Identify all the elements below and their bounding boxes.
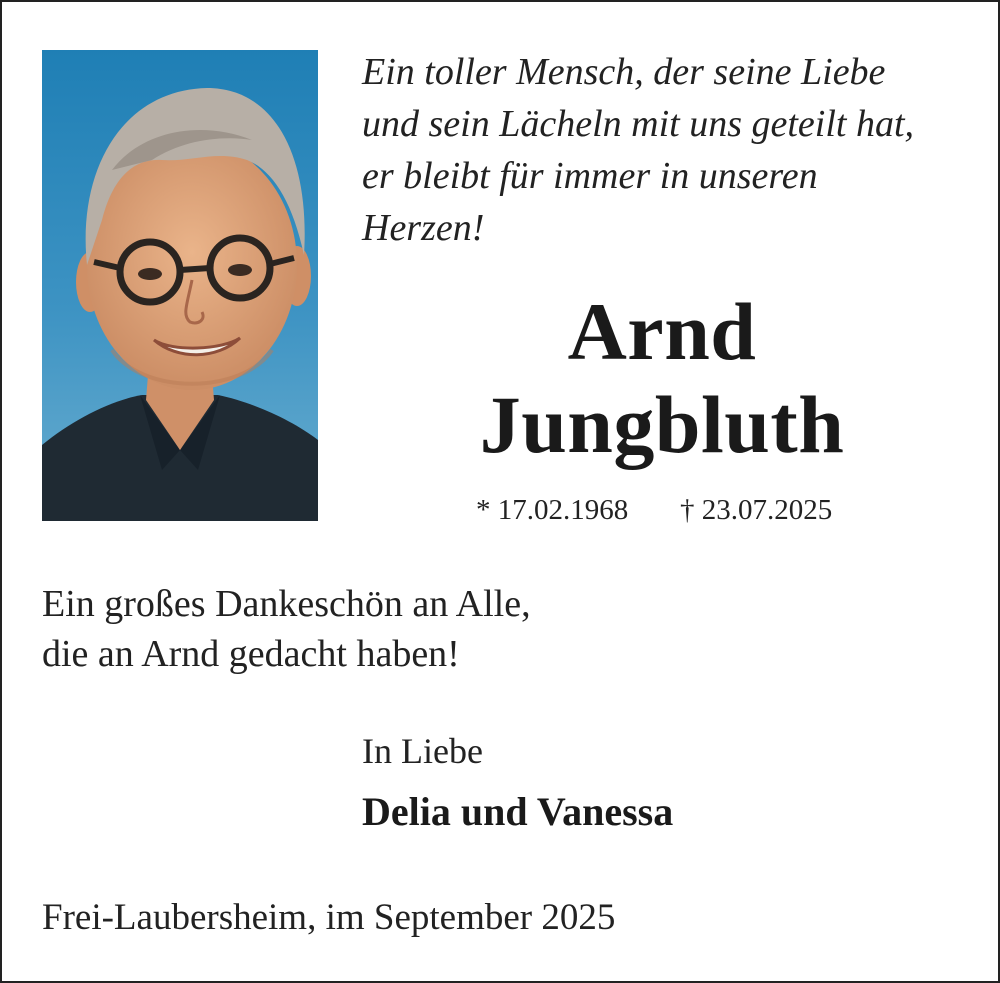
thanks-line: Ein großes Dankeschön an Alle, [42, 583, 531, 625]
death-date: † 23.07.2025 [680, 494, 833, 526]
place-and-date: Frei-Laubersheim, im September 2025 [42, 897, 616, 938]
portrait-illustration [42, 50, 318, 521]
thanks-message [42, 579, 742, 679]
birth-date: * 17.02.1968 [476, 494, 629, 526]
quote-line: Ein toller Mensch, der seine Liebe [362, 51, 886, 93]
in-love-label: In Liebe [362, 731, 483, 771]
quote-line: und sein Lächeln mit uns geteilt hat, [362, 103, 915, 145]
deceased-last-name: Jungbluth [479, 379, 845, 470]
memorial-quote [362, 46, 972, 254]
quote-line: er bleibt für immer in unseren [362, 155, 818, 197]
thanks-line: die an Arnd gedacht haben! [42, 633, 460, 675]
deceased-first-name: Arnd [567, 286, 757, 377]
signers: Delia und Vanessa [362, 789, 674, 834]
quote-line: Herzen! [362, 207, 485, 249]
portrait-photo [42, 50, 318, 521]
